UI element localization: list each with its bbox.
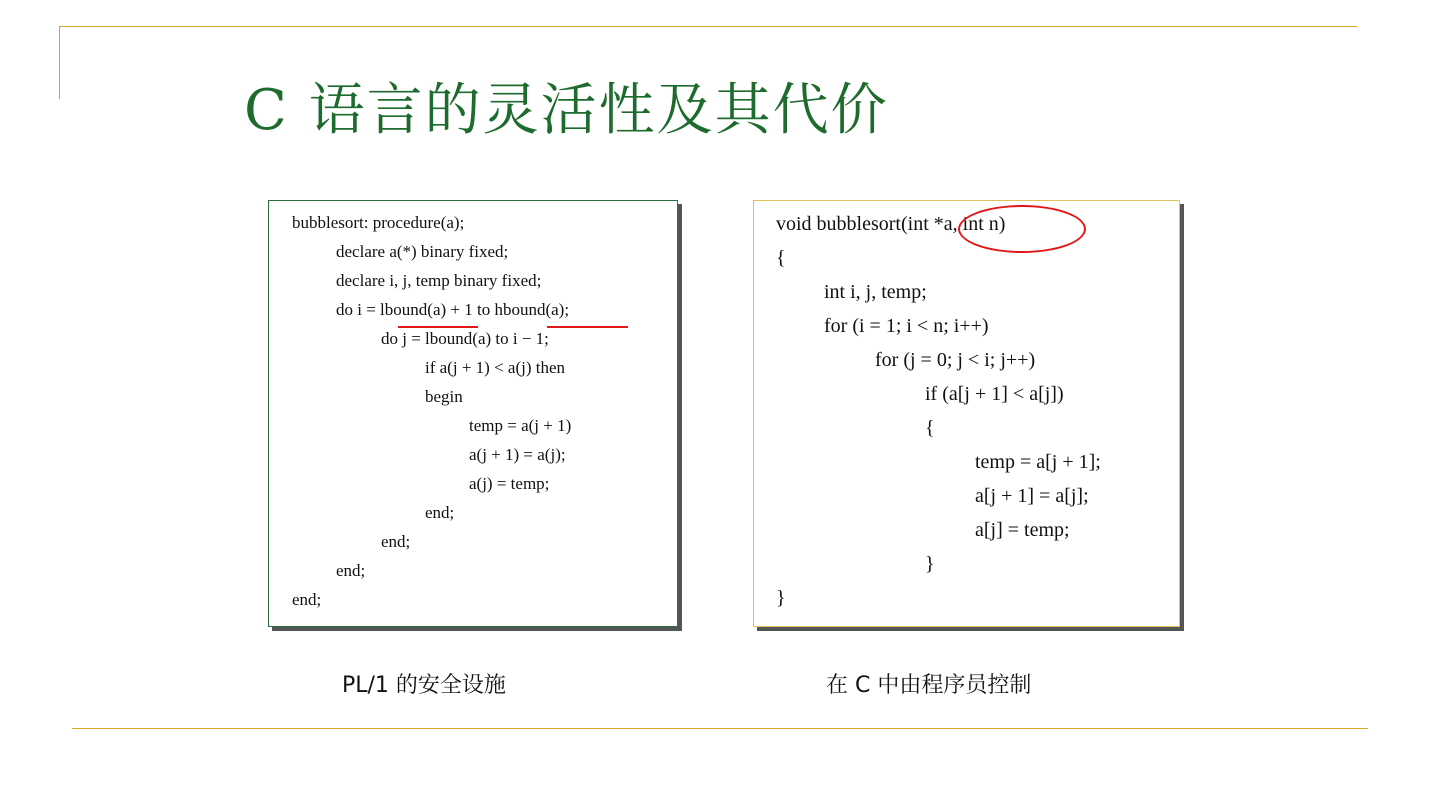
code-line: void bubblesort(int *a, int n) (776, 213, 1006, 235)
code-line: a(j) = temp; (469, 474, 550, 493)
lbound-underline (398, 326, 478, 328)
hbound-underline (547, 326, 628, 328)
code-line: do i = lbound(a) + 1 to hbound(a); (336, 300, 570, 319)
code-line: { (925, 417, 935, 439)
left-rule (59, 26, 60, 99)
code-line: int i, j, temp; (824, 281, 927, 303)
code-line: do j = lbound(a) to i − 1; (381, 329, 549, 348)
code-line: end; (381, 532, 411, 551)
top-rule (60, 26, 1357, 27)
code-line: end; (336, 561, 366, 580)
slide-title: C 语言的灵活性及其代价 (244, 78, 889, 143)
c-code-box (753, 200, 1180, 627)
code-line: a[j] = temp; (975, 519, 1070, 541)
code-line: end; (292, 590, 322, 609)
code-line: } (776, 587, 786, 609)
pl1-code-box (268, 200, 678, 627)
code-line: a(j + 1) = a(j); (469, 445, 566, 464)
code-line: for (j = 0; j < i; j++) (875, 349, 1036, 371)
code-line: a[j + 1] = a[j]; (975, 485, 1089, 507)
code-line: { (776, 247, 786, 269)
code-line: declare i, j, temp binary fixed; (336, 271, 542, 290)
code-line: if (a[j + 1] < a[j]) (925, 383, 1064, 405)
left-caption: PL/1 的安全设施 (342, 673, 506, 698)
code-line: begin (425, 387, 463, 406)
code-line: temp = a[j + 1]; (975, 451, 1101, 473)
code-line: bubblesort: procedure(a); (292, 213, 465, 232)
code-line: } (925, 553, 935, 575)
code-line: declare a(*) binary fixed; (336, 242, 509, 261)
code-line: end; (425, 503, 455, 522)
bottom-rule (72, 728, 1368, 729)
code-line: if a(j + 1) < a(j) then (425, 358, 566, 377)
code-line: for (i = 1; i < n; i++) (824, 315, 989, 337)
int-n-highlight-circle (958, 205, 1086, 253)
right-caption: 在 C 中由程序员控制 (826, 673, 1032, 698)
code-line: temp = a(j + 1) (469, 416, 572, 435)
